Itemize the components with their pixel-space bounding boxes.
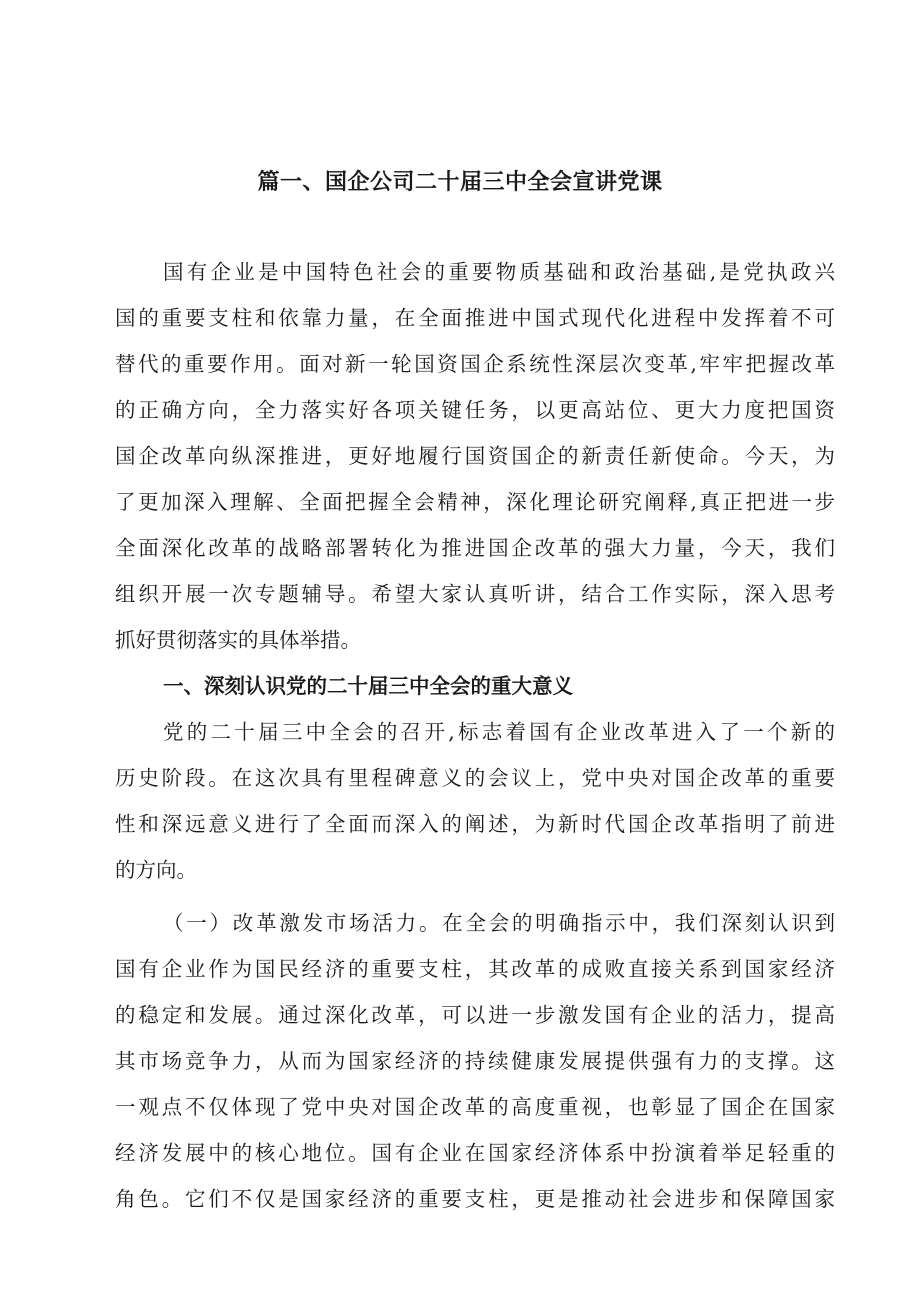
text-line: 性和深远意义进行了全面而深入的阐述，为新时代国企改革指明了前进 bbox=[115, 812, 835, 836]
text-line: 国企改革向纵深推进，更好地履行国资国企的新责任新使命。今天，为 bbox=[115, 444, 835, 468]
text-line: 角色。它们不仅是国家经济的重要支柱，更是推动社会进步和保障国家 bbox=[115, 1187, 835, 1211]
text-line: 其市场竞争力，从而为国家经济的持续健康发展提供强有力的支撑。这 bbox=[115, 1049, 835, 1073]
document-title: 篇一、国企公司二十届三中全会宣讲党课 bbox=[257, 170, 663, 195]
text-line: 一观点不仅体现了党中央对国企改革的高度重视，也彰显了国企在国家 bbox=[115, 1095, 835, 1119]
text-line: 了更加深入理解、全面把握全会精神，深化理论研究阐释,真正把进一步 bbox=[115, 490, 835, 514]
text-line: 国有企业是中国特色社会的重要物质基础和政治基础,是党执政兴 bbox=[163, 260, 835, 284]
text-line: 替代的重要作用。面对新一轮国资国企系统性深层次变革,牢牢把握改革 bbox=[115, 352, 835, 376]
text-line: 组织开展一次专题辅导。希望大家认真听讲，结合工作实际，深入思考 bbox=[115, 582, 835, 606]
text-line: 国的重要支柱和依靠力量，在全面推进中国式现代化进程中发挥着不可 bbox=[115, 306, 835, 330]
text-line: 全面深化改革的战略部署转化为推进国企改革的强大力量，今天，我们 bbox=[115, 536, 835, 560]
text-line: 党的二十届三中全会的召开,标志着国有企业改革进入了一个新的 bbox=[163, 720, 835, 744]
text-line: 的方向。 bbox=[115, 858, 197, 882]
text-line: 抓好贯彻落实的具体举措。 bbox=[115, 628, 361, 652]
text-line: 经济发展中的核心地位。国有企业在国家经济体系中扮演着举足轻重的 bbox=[115, 1141, 835, 1165]
text-line: 历史阶段。在这次具有里程碑意义的会议上，党中央对国企改革的重要 bbox=[115, 766, 835, 790]
text-line: 的正确方向，全力落实好各项关键任务，以更高站位、更大力度把国资 bbox=[115, 398, 835, 422]
section-heading: 一、深刻认识党的二十届三中全会的重大意义 bbox=[163, 674, 573, 698]
text-line: 国有企业作为国民经济的重要支柱，其改革的成败直接关系到国家经济 bbox=[115, 957, 835, 981]
text-line: 的稳定和发展。通过深化改革，可以进一步激发国有企业的活力，提高 bbox=[115, 1003, 835, 1027]
text-line: （一）改革激发市场活力。在全会的明确指示中，我们深刻认识到 bbox=[163, 911, 835, 935]
